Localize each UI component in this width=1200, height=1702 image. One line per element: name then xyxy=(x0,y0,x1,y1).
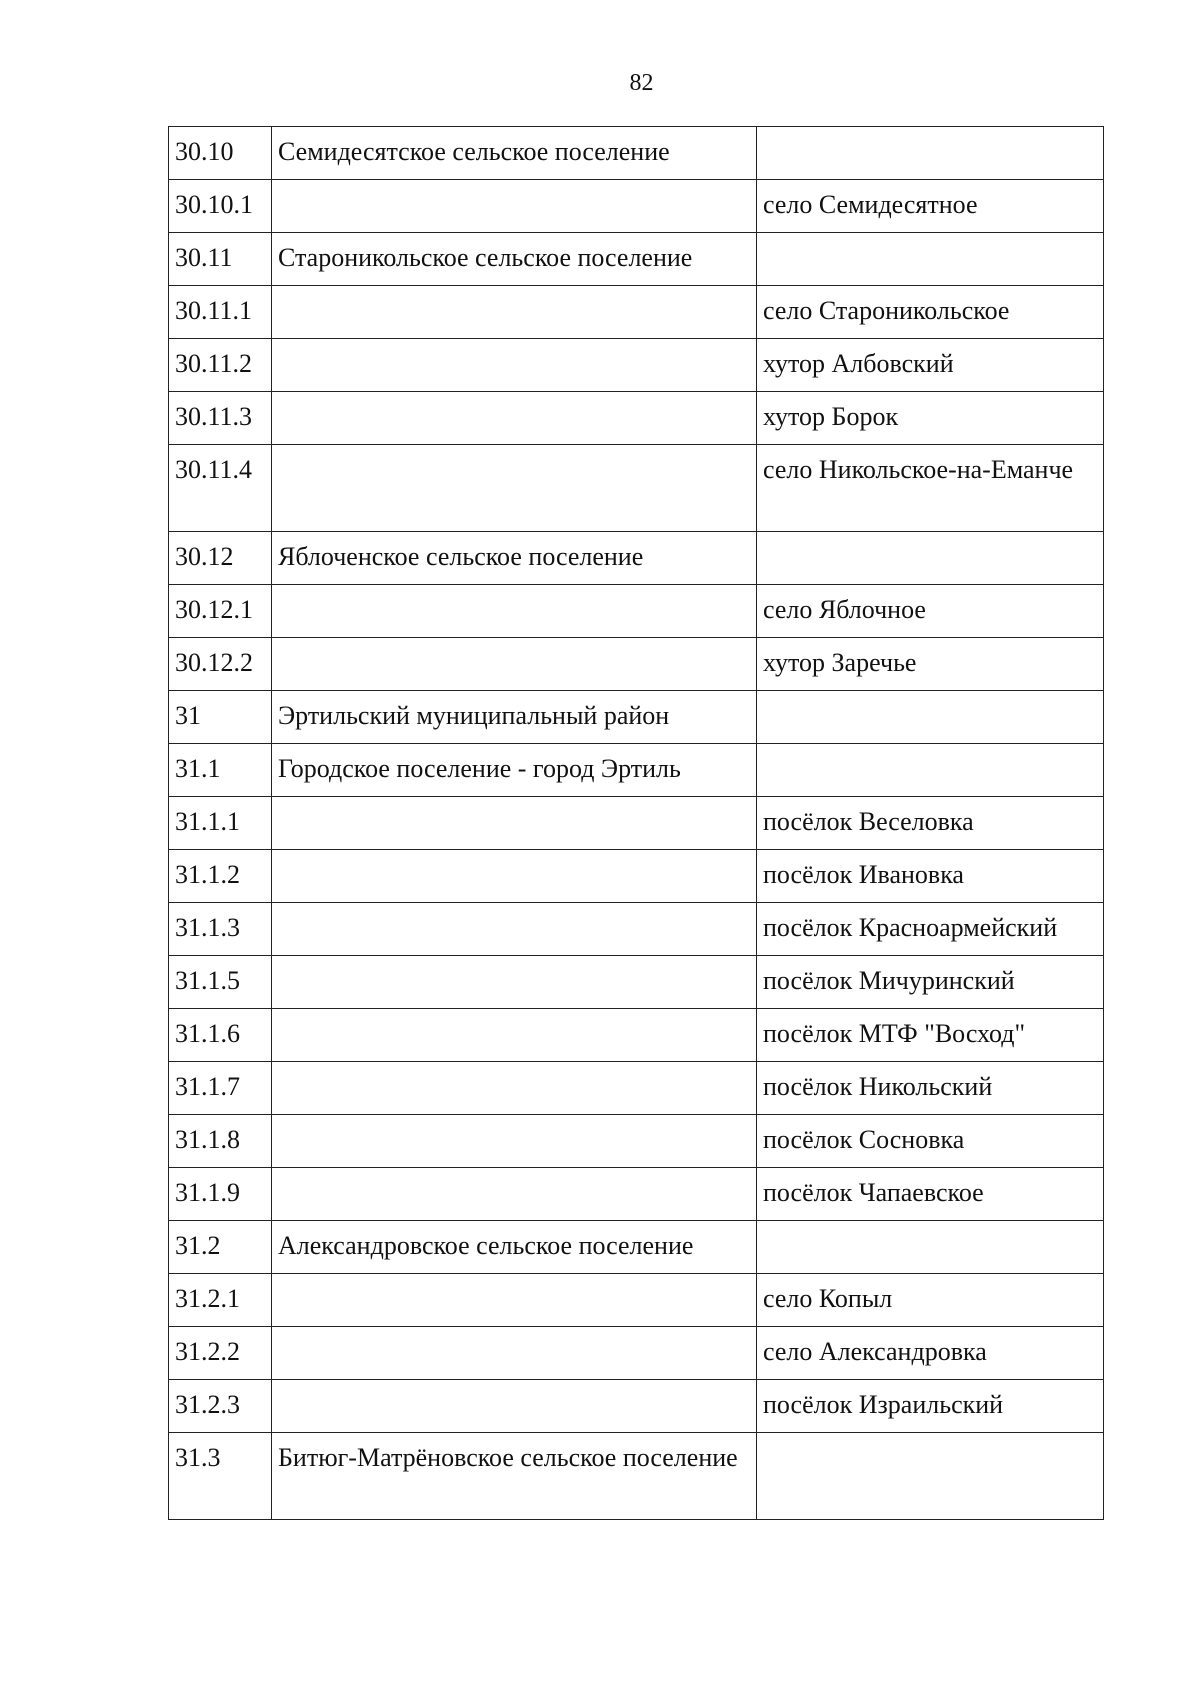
row-code-cell: 30.12.1 xyxy=(169,585,272,638)
row-settlement-cell xyxy=(272,180,757,233)
row-code-cell: 31 xyxy=(169,691,272,744)
row-code-cell: 31.1.8 xyxy=(169,1115,272,1168)
row-locality-cell xyxy=(757,691,1104,744)
row-locality-cell: посёлок Веселовка xyxy=(757,797,1104,850)
row-code-cell: 30.12 xyxy=(169,532,272,585)
page-number: 82 xyxy=(629,70,654,96)
table-row xyxy=(169,233,1104,286)
table-row xyxy=(169,180,1104,233)
table-row xyxy=(169,339,1104,392)
row-locality-cell xyxy=(757,1221,1104,1274)
row-code-cell: 30.11.1 xyxy=(169,286,272,339)
row-code-cell: 30.11.3 xyxy=(169,392,272,445)
row-code-cell: 31.1.1 xyxy=(169,797,272,850)
row-locality-cell: посёлок Красноармейский xyxy=(757,903,1104,956)
row-locality-cell: село Семидесятное xyxy=(757,180,1104,233)
table-row xyxy=(169,532,1104,585)
table-row xyxy=(169,956,1104,1009)
row-settlement-cell: Семидесятское сельское поселение xyxy=(272,127,757,180)
row-locality-cell: хутор Албовский xyxy=(757,339,1104,392)
row-code-cell: 31.2.2 xyxy=(169,1327,272,1380)
table-row xyxy=(169,127,1104,180)
row-locality-cell: посёлок МТФ "Восход" xyxy=(757,1009,1104,1062)
row-settlement-cell xyxy=(272,1380,757,1433)
table-row xyxy=(169,638,1104,691)
table-row xyxy=(169,1062,1104,1115)
row-locality-cell: посёлок Израильский xyxy=(757,1380,1104,1433)
row-code-cell: 31.1 xyxy=(169,744,272,797)
table-row xyxy=(169,797,1104,850)
row-settlement-cell xyxy=(272,286,757,339)
row-locality-cell: село Яблочное xyxy=(757,585,1104,638)
row-settlement-cell xyxy=(272,1062,757,1115)
row-locality-cell: село Никольское-на-Еманче xyxy=(757,445,1104,532)
row-locality-cell xyxy=(757,1433,1104,1520)
table-row xyxy=(169,1327,1104,1380)
row-code-cell: 31.1.7 xyxy=(169,1062,272,1115)
row-settlement-cell xyxy=(272,1115,757,1168)
row-locality-cell xyxy=(757,127,1104,180)
row-settlement-cell xyxy=(272,797,757,850)
row-locality-cell xyxy=(757,532,1104,585)
row-settlement-cell: Эртильский муниципальный район xyxy=(272,691,757,744)
row-code-cell: 30.10 xyxy=(169,127,272,180)
row-code-cell: 31.1.9 xyxy=(169,1168,272,1221)
settlements-table xyxy=(168,126,1104,1520)
row-locality-cell xyxy=(757,233,1104,286)
row-code-cell: 31.2.3 xyxy=(169,1380,272,1433)
row-code-cell: 30.11.4 xyxy=(169,445,272,532)
table-row xyxy=(169,585,1104,638)
row-code-cell: 30.10.1 xyxy=(169,180,272,233)
table-row xyxy=(169,1221,1104,1274)
table-row xyxy=(169,1433,1104,1520)
row-code-cell: 31.1.6 xyxy=(169,1009,272,1062)
row-locality-cell: посёлок Никольский xyxy=(757,1062,1104,1115)
table-row xyxy=(169,903,1104,956)
table-row xyxy=(169,445,1104,532)
table-row xyxy=(169,1168,1104,1221)
row-code-cell: 31.1.5 xyxy=(169,956,272,1009)
row-settlement-cell: Городское поселение - город Эртиль xyxy=(272,744,757,797)
table-row xyxy=(169,1274,1104,1327)
row-settlement-cell: Яблоченское сельское поселение xyxy=(272,532,757,585)
row-settlement-cell xyxy=(272,392,757,445)
row-settlement-cell xyxy=(272,339,757,392)
row-code-cell: 31.2 xyxy=(169,1221,272,1274)
row-code-cell: 30.11.2 xyxy=(169,339,272,392)
table-row xyxy=(169,744,1104,797)
row-settlement-cell xyxy=(272,956,757,1009)
row-locality-cell: село Копыл xyxy=(757,1274,1104,1327)
row-locality-cell: хутор Борок xyxy=(757,392,1104,445)
table-row xyxy=(169,286,1104,339)
row-settlement-cell xyxy=(272,1009,757,1062)
row-settlement-cell xyxy=(272,585,757,638)
row-settlement-cell xyxy=(272,903,757,956)
row-code-cell: 31.3 xyxy=(169,1433,272,1520)
row-settlement-cell xyxy=(272,638,757,691)
table-row xyxy=(169,392,1104,445)
row-locality-cell: село Александровка xyxy=(757,1327,1104,1380)
row-settlement-cell xyxy=(272,1274,757,1327)
table-row xyxy=(169,691,1104,744)
row-code-cell: 31.1.3 xyxy=(169,903,272,956)
row-settlement-cell: Александровское сельское поселение xyxy=(272,1221,757,1274)
row-code-cell: 30.11 xyxy=(169,233,272,286)
row-code-cell: 30.12.2 xyxy=(169,638,272,691)
row-settlement-cell xyxy=(272,1168,757,1221)
row-settlement-cell: Староникольское сельское поселение xyxy=(272,233,757,286)
table-row xyxy=(169,1115,1104,1168)
row-settlement-cell xyxy=(272,1327,757,1380)
row-locality-cell: посёлок Ивановка xyxy=(757,850,1104,903)
table-row xyxy=(169,1009,1104,1062)
row-locality-cell: посёлок Сосновка xyxy=(757,1115,1104,1168)
row-locality-cell: посёлок Чапаевское xyxy=(757,1168,1104,1221)
row-locality-cell: посёлок Мичуринский xyxy=(757,956,1104,1009)
row-locality-cell: село Староникольское xyxy=(757,286,1104,339)
row-locality-cell xyxy=(757,744,1104,797)
row-code-cell: 31.1.2 xyxy=(169,850,272,903)
row-settlement-cell: Битюг-Матрёновское сельское поселение xyxy=(272,1433,757,1520)
table-row xyxy=(169,1380,1104,1433)
row-settlement-cell xyxy=(272,445,757,532)
row-code-cell: 31.2.1 xyxy=(169,1274,272,1327)
table-row xyxy=(169,850,1104,903)
row-locality-cell: хутор Заречье xyxy=(757,638,1104,691)
row-settlement-cell xyxy=(272,850,757,903)
